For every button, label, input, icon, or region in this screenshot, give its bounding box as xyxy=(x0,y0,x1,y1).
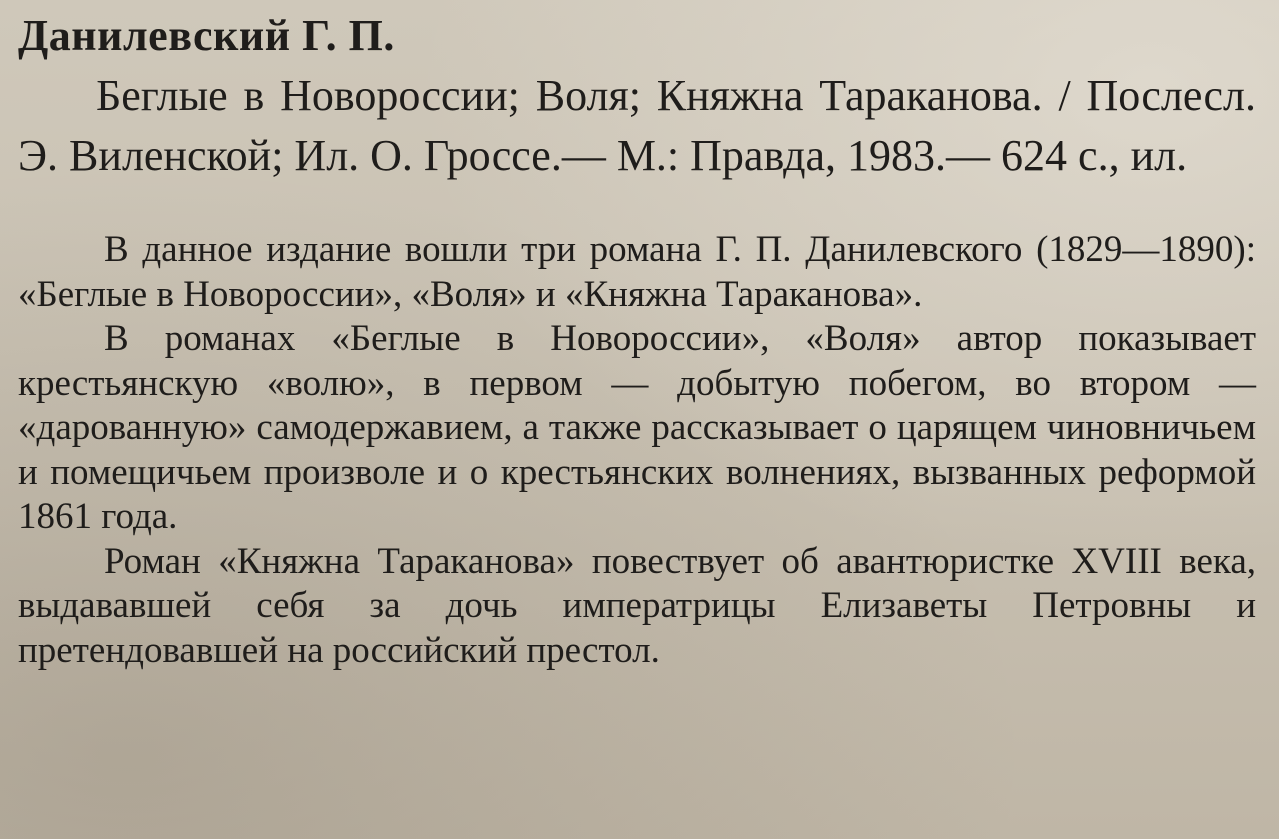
annotation xyxy=(18,228,1256,673)
annotation-paragraph-3: Роман «Княжна Тараканова» повествует об авантюристке XVIII века, выдававшей себя за дочь императрицы Елизаветы Петровны и претендовавшей на российский престол. xyxy=(18,540,1256,671)
annotation-paragraph-1: В данное издание вошли три романа Г. П. Данилевского (1829—1890): «Беглые в Новороссии», «Воля» и «Княжна Тараканова». xyxy=(18,229,1256,315)
author-heading: Данилевский Г. П. xyxy=(18,11,395,60)
bibliographic-description: Беглые в Новороссии; Воля; Княжна Тараканова. / Послесл. Э. Виленской; Ил. О. Гроссе.— М.: Правда, 1983.— 624 с., ил. xyxy=(18,71,1256,180)
annotation-paragraph-2: В романах «Беглые в Новороссии», «Воля» автор показывает крестьянскую «волю», в первом — добытую побегом, во втором — «дарованную» самодержавием, а также рассказывает о царящем чиновничьем и помещичьем произволе и о крестьянских волнениях, вызванных реформой 1861 года. xyxy=(18,318,1256,537)
catalog-entry xyxy=(18,6,1256,673)
